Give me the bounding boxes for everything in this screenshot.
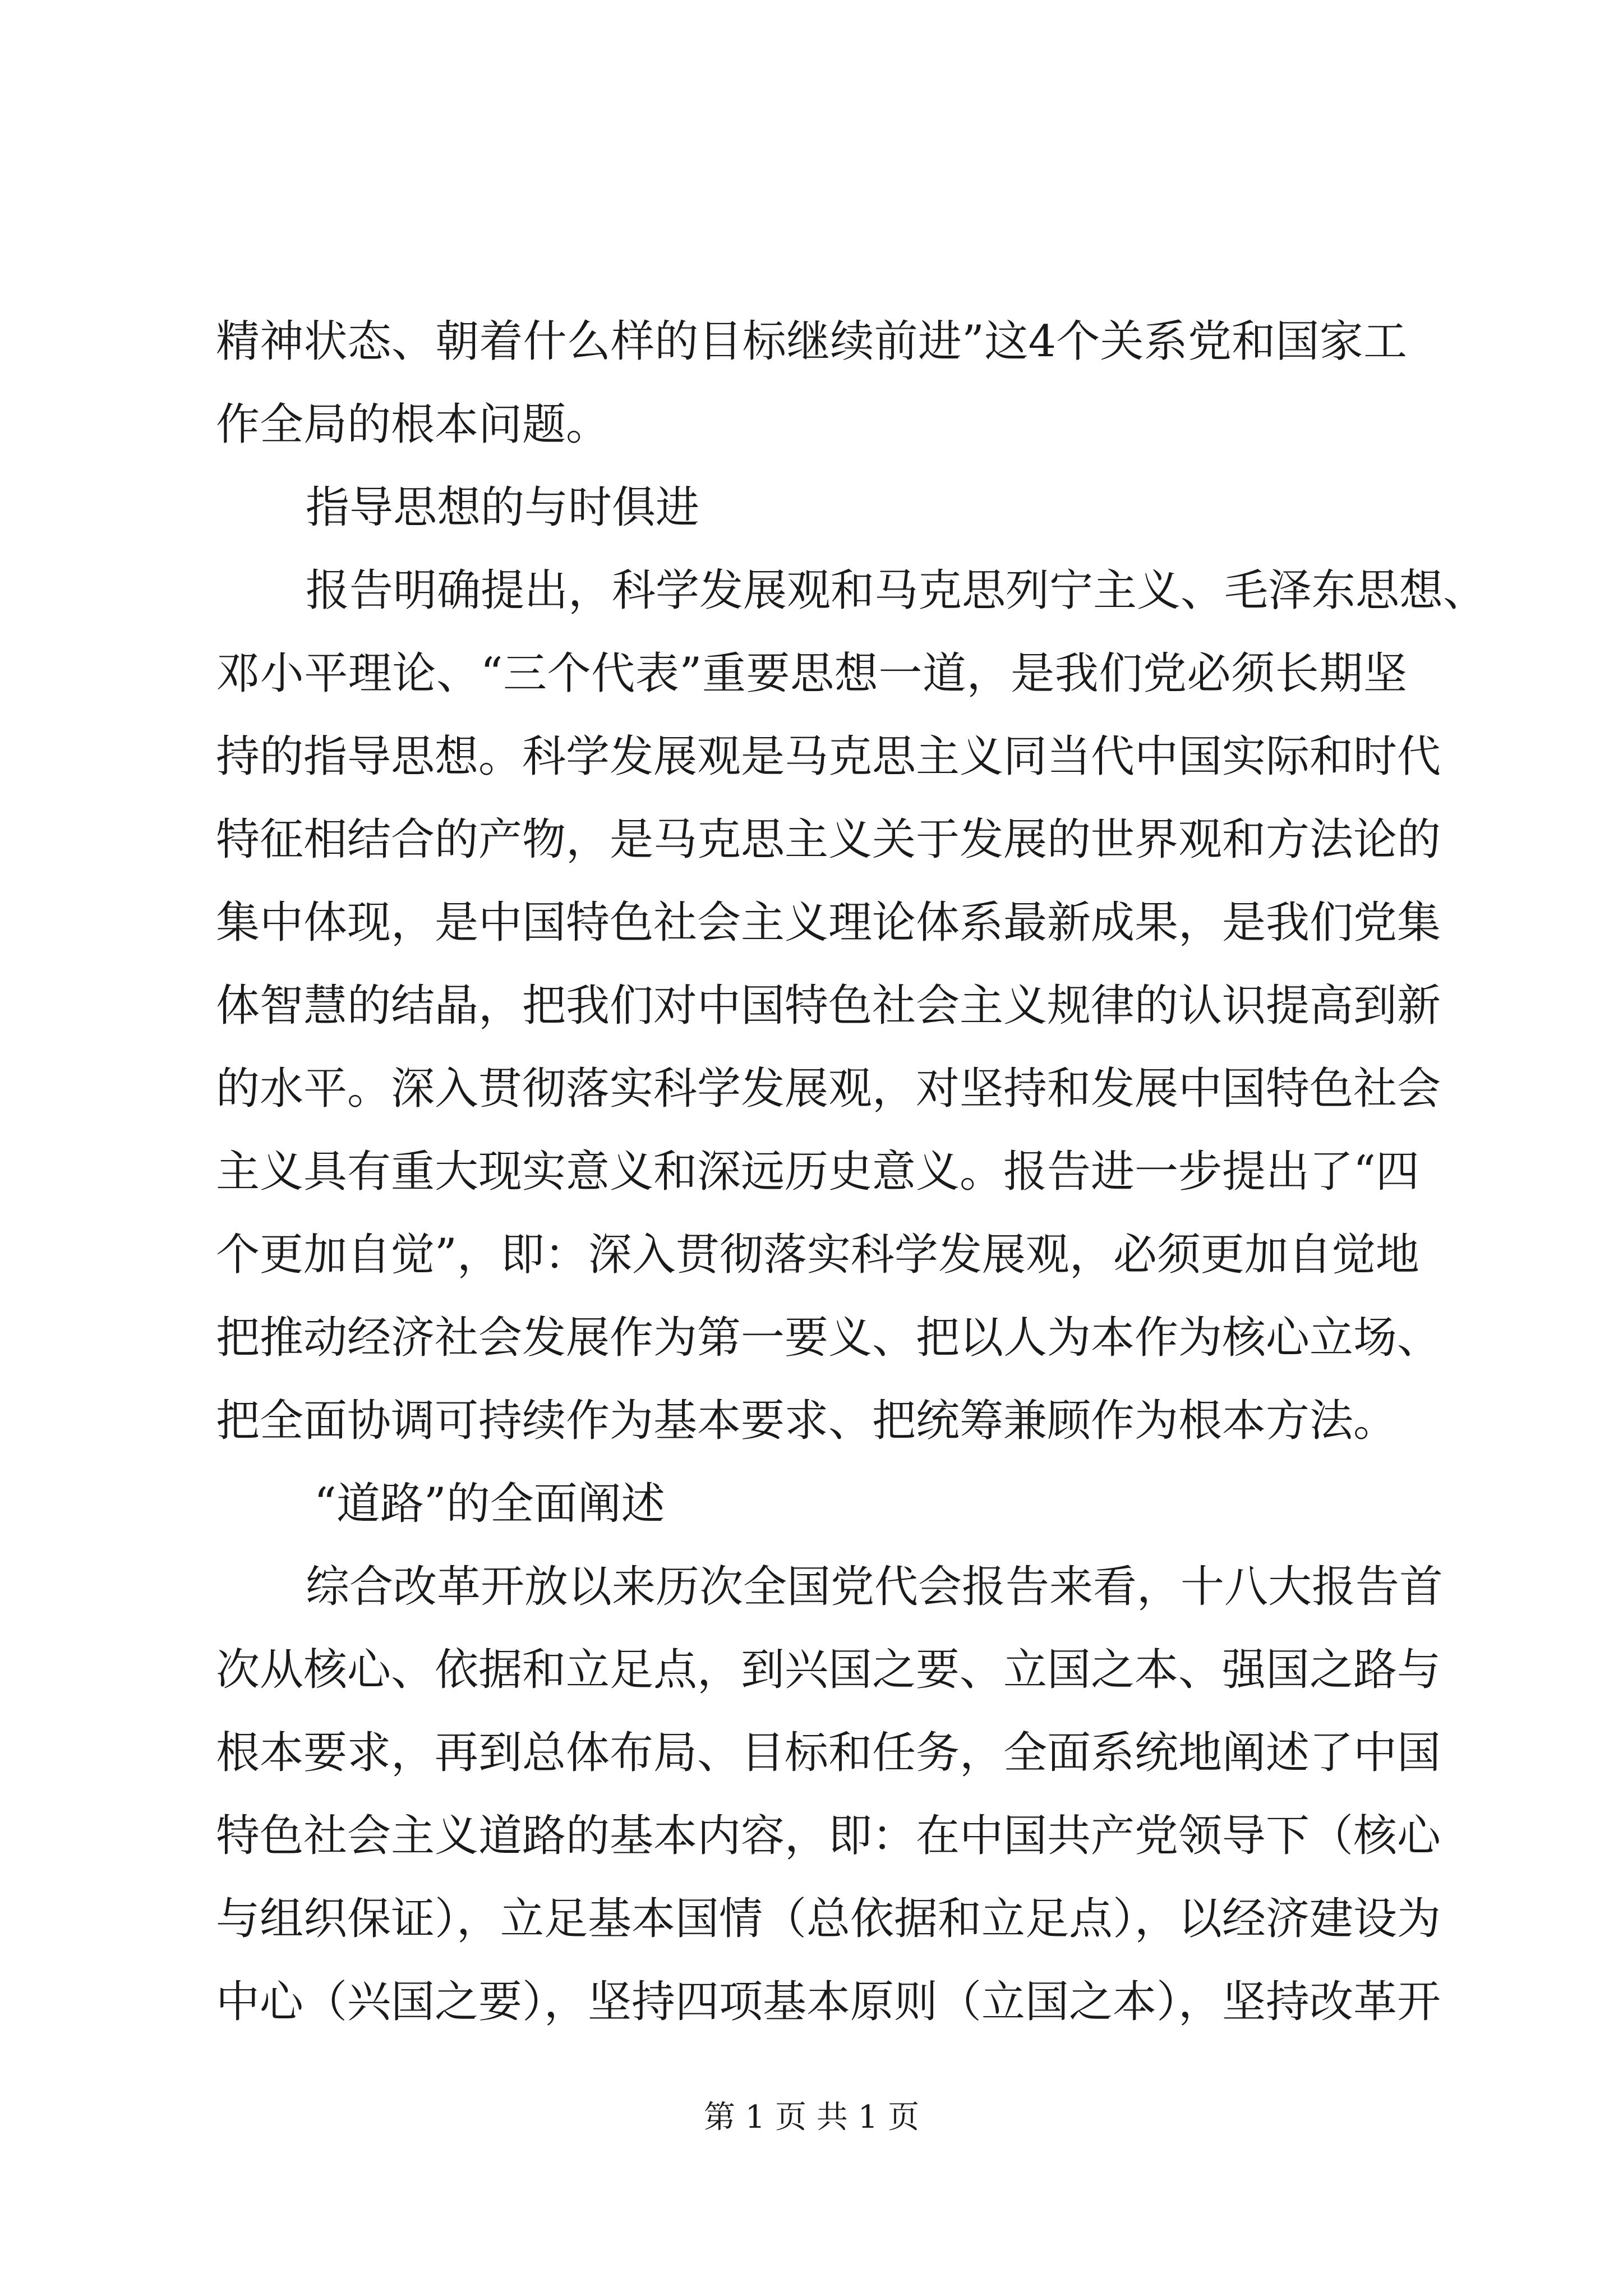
text-line: 把全面协调可持续作为基本要求、把统筹兼顾作为根本方法。: [216, 1396, 1398, 1446]
paragraph-first-line: 综合改革开放以来历次全国党代会报告来看，十八大报告首: [306, 1562, 1444, 1612]
text-line: 体智慧的结晶，把我们对中国特色社会主义规律的认识提高到新: [216, 981, 1441, 1031]
text-line: 邓小平理论、“三个代表”重要思想一道，是我们党必须长期坚: [216, 648, 1407, 699]
text-line: 把推动经济社会发展作为第一要义、把以人为本作为核心立场、: [216, 1313, 1441, 1363]
document-body: [216, 300, 1487, 2044]
text-line: 根本要求，再到总体布局、目标和任务，全面系统地阐述了中国: [216, 1728, 1441, 1778]
text-line: 持的指导思想。科学发展观是马克思主义同当代中国实际和时代: [216, 731, 1441, 782]
text-line: 主义具有重大现实意义和深远历史意义。报告进一步提出了“四: [216, 1147, 1419, 1197]
text-line: 的水平。深入贯彻落实科学发展观，对坚持和发展中国特色社会: [216, 1064, 1441, 1114]
text-line: 集中体现，是中国特色社会主义理论体系最新成果，是我们党集: [216, 898, 1441, 948]
text-line: 与组织保证），立足基本国情（总依据和立足点），以经济建设为: [216, 1894, 1441, 1944]
text-line: 中心（兴国之要），坚持四项基本原则（立国之本），坚持改革开: [216, 1977, 1441, 2027]
page-number-label: 第 1 页 共 1 页: [703, 2099, 920, 2136]
section-heading: 指导思想的与时俱进: [306, 482, 700, 533]
text-line: 特色社会主义道路的基本内容，即：在中国共产党领导下（核心: [216, 1811, 1441, 1861]
text-line: 特征相结合的产物，是马克思主义关于发展的世界观和方法论的: [216, 815, 1441, 865]
section-heading: “道路”的全面阐述: [314, 1479, 665, 1529]
text-line: 个更加自觉”，即：深入贯彻落实科学发展观，必须更加自觉地: [216, 1230, 1419, 1280]
paragraph-first-line: 报告明确提出，科学发展观和马克思列宁主义、毛泽东思想、: [306, 565, 1487, 616]
text-line: 作全局的根本问题。: [216, 399, 610, 450]
text-line: 次从核心、依据和立足点，到兴国之要、立国之本、强国之路与: [216, 1645, 1441, 1695]
page-footer: [0, 2095, 1623, 2140]
text-line: 精神状态、朝着什么样的目标继续前进”这4个关系党和国家工: [216, 316, 1407, 367]
